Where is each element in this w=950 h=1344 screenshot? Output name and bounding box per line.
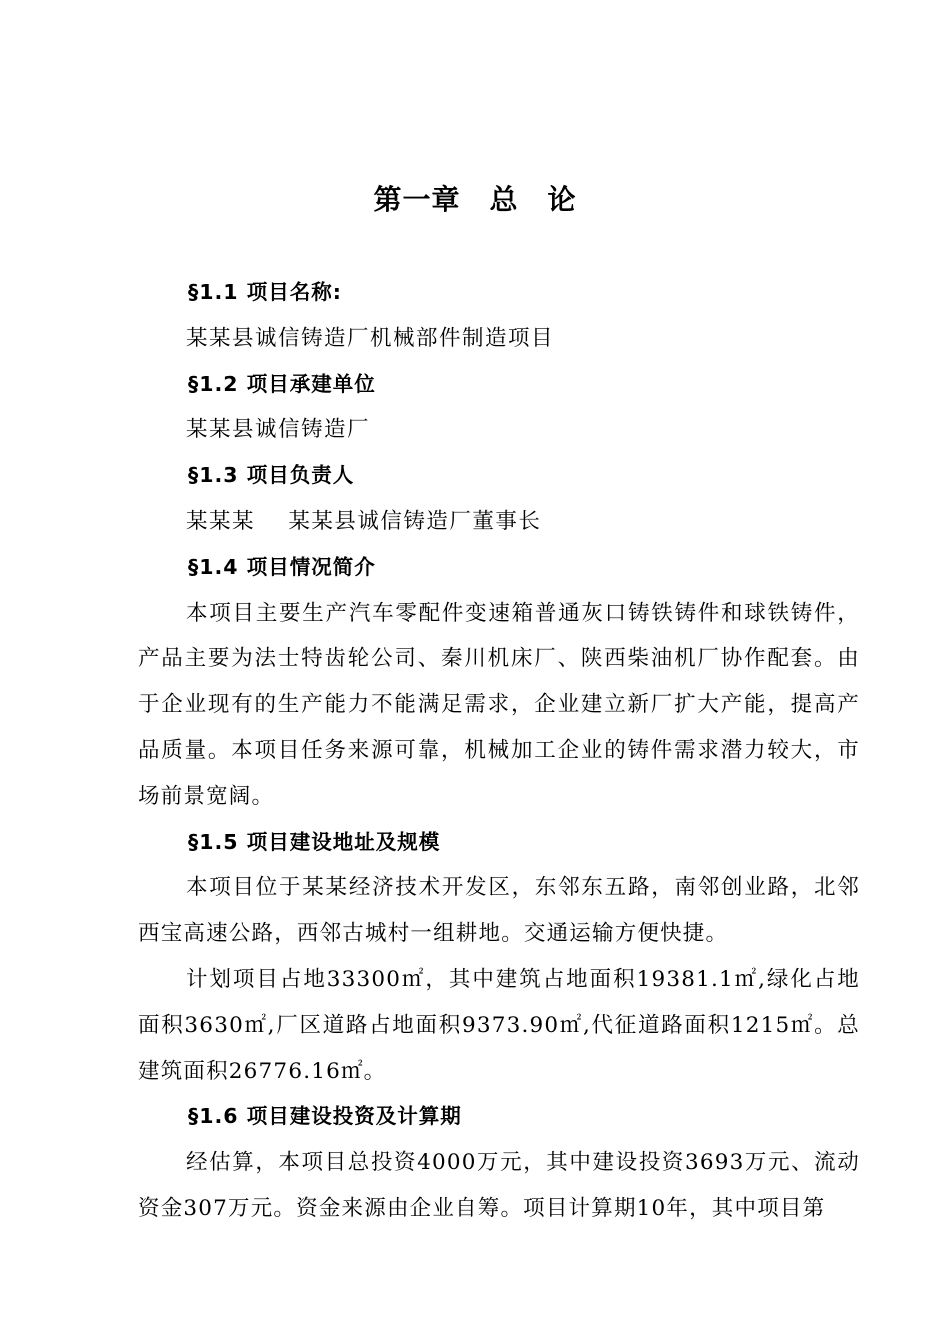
- section-heading: §1.5 项目建设地址及规模: [188, 829, 441, 854]
- section-heading: §1.6 项目建设投资及计算期: [188, 1104, 462, 1129]
- project-name: 某某县诚信铸造厂机械部件制造项目: [186, 325, 555, 351]
- project-leader: 某某某 某某县诚信铸造厂董事长: [186, 508, 542, 534]
- section-heading: §1.1 项目名称:: [188, 280, 342, 304]
- project-scale-paragraph: 计划项目占地33300㎡，其中建筑占地面积19381.1㎡,绿化占地面积3630㎡,厂区道路占地面积9373.90㎡,代征道路面积1215㎡。总建筑面积26776.16㎡。: [138, 966, 860, 1084]
- project-investment-paragraph: 经估算，本项目总投资4000万元，其中建设投资3693万元、流动资金307万元。资金来源由企业自筹。项目计算期10年，其中项目第: [138, 1150, 860, 1221]
- construction-unit: 某某县诚信铸造厂: [186, 417, 371, 443]
- project-location-paragraph: 本项目位于某某经济技术开发区，东邻东五路，南邻创业路，北邻西宝高速公路，西邻古城村一组耕地。交通运输方便快捷。: [138, 875, 860, 947]
- section-heading: §1.2 项目承建单位: [188, 371, 376, 396]
- document-body: [138, 270, 860, 1232]
- chapter-title: 第一章 总 论: [373, 183, 577, 216]
- section-heading: §1.3 项目负责人: [188, 463, 355, 488]
- section-heading: §1.4 项目情况简介: [188, 554, 376, 579]
- project-overview-paragraph: 本项目主要生产汽车零配件变速箱普通灰口铸铁铸件和球铁铸件，产品主要为法士特齿轮公司、秦川机床厂、陕西柴油机厂协作配套。由于企业现有的生产能力不能满足需求，企业建立新厂扩大产能，提高产品质量。本项目任务来源可靠，机械加工企业的铸件需求潜力较大，市场前景宽阔。: [138, 600, 860, 809]
